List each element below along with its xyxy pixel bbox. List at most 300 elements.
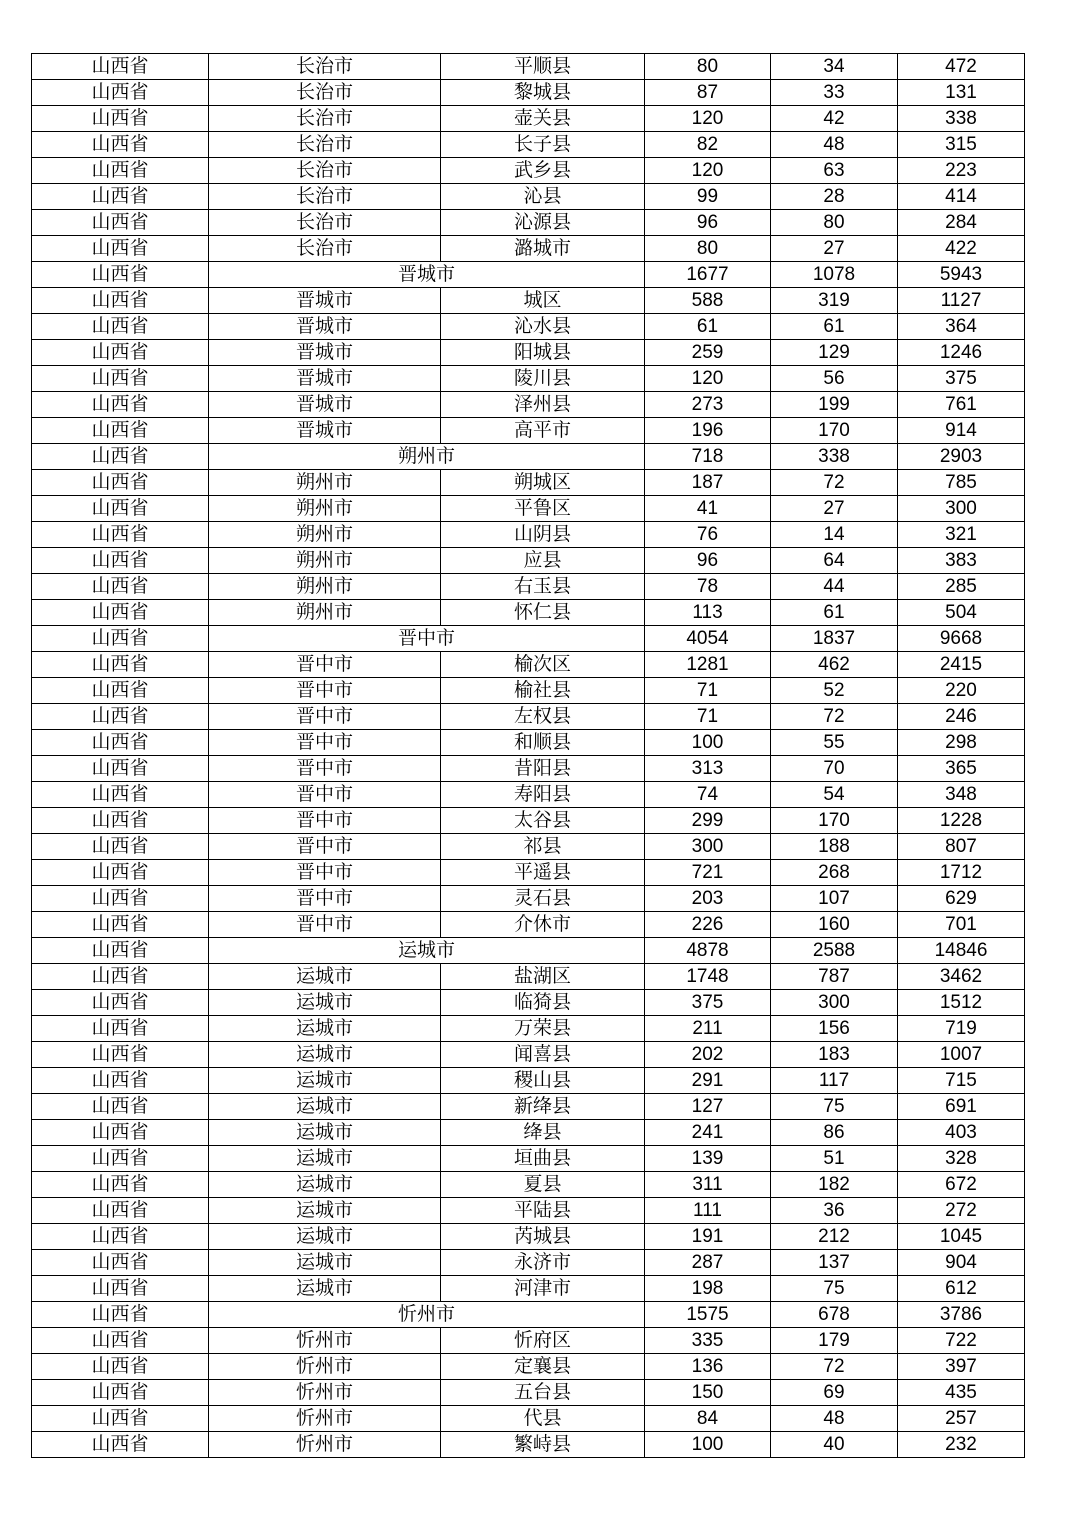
city-cell: 忻州市 — [209, 1354, 441, 1380]
county-cell: 忻府区 — [441, 1328, 645, 1354]
province-cell: 山西省 — [32, 522, 209, 548]
table-row — [32, 1354, 1025, 1380]
value-3-cell: 397 — [898, 1354, 1025, 1380]
city-cell: 晋中市 — [209, 756, 441, 782]
value-1-cell: 291 — [645, 1068, 771, 1094]
value-2-cell: 34 — [771, 54, 898, 80]
city-cell: 长治市 — [209, 80, 441, 106]
city-cell: 朔州市 — [209, 470, 441, 496]
value-3-cell: 328 — [898, 1146, 1025, 1172]
county-cell: 武乡县 — [441, 158, 645, 184]
value-3-cell: 435 — [898, 1380, 1025, 1406]
province-cell: 山西省 — [32, 938, 209, 964]
value-3-cell: 403 — [898, 1120, 1025, 1146]
province-cell: 山西省 — [32, 366, 209, 392]
value-2-cell: 156 — [771, 1016, 898, 1042]
province-cell: 山西省 — [32, 1198, 209, 1224]
city-cell: 朔州市 — [209, 600, 441, 626]
province-cell: 山西省 — [32, 184, 209, 210]
value-1-cell: 84 — [645, 1406, 771, 1432]
province-cell: 山西省 — [32, 548, 209, 574]
value-2-cell: 117 — [771, 1068, 898, 1094]
value-1-cell: 4878 — [645, 938, 771, 964]
table-row — [32, 964, 1025, 990]
province-cell: 山西省 — [32, 1406, 209, 1432]
value-3-cell: 504 — [898, 600, 1025, 626]
value-2-cell: 75 — [771, 1094, 898, 1120]
city-cell: 晋中市 — [209, 782, 441, 808]
value-1-cell: 4054 — [645, 626, 771, 652]
value-3-cell: 1712 — [898, 860, 1025, 886]
value-3-cell: 9668 — [898, 626, 1025, 652]
value-2-cell: 61 — [771, 314, 898, 340]
value-1-cell: 96 — [645, 548, 771, 574]
table-row — [32, 756, 1025, 782]
value-1-cell: 241 — [645, 1120, 771, 1146]
value-1-cell: 76 — [645, 522, 771, 548]
county-cell: 介休市 — [441, 912, 645, 938]
table-row — [32, 1198, 1025, 1224]
value-2-cell: 54 — [771, 782, 898, 808]
city-subtotal-row — [32, 1302, 1025, 1328]
value-3-cell: 298 — [898, 730, 1025, 756]
value-2-cell: 72 — [771, 470, 898, 496]
value-1-cell: 187 — [645, 470, 771, 496]
county-cell: 左权县 — [441, 704, 645, 730]
table-row — [32, 886, 1025, 912]
value-1-cell: 82 — [645, 132, 771, 158]
city-subtotal-name-cell: 忻州市 — [209, 1302, 645, 1328]
value-1-cell: 299 — [645, 808, 771, 834]
county-cell: 平陆县 — [441, 1198, 645, 1224]
city-subtotal-name-cell: 晋中市 — [209, 626, 645, 652]
city-cell: 晋中市 — [209, 730, 441, 756]
value-2-cell: 179 — [771, 1328, 898, 1354]
city-cell: 运城市 — [209, 1276, 441, 1302]
city-cell: 朔州市 — [209, 574, 441, 600]
value-2-cell: 44 — [771, 574, 898, 600]
value-3-cell: 691 — [898, 1094, 1025, 1120]
county-cell: 朔城区 — [441, 470, 645, 496]
city-subtotal-name-cell: 运城市 — [209, 938, 645, 964]
table-row — [32, 652, 1025, 678]
table-row — [32, 80, 1025, 106]
table-row — [32, 392, 1025, 418]
province-cell: 山西省 — [32, 210, 209, 236]
value-2-cell: 182 — [771, 1172, 898, 1198]
value-1-cell: 300 — [645, 834, 771, 860]
value-2-cell: 160 — [771, 912, 898, 938]
province-cell: 山西省 — [32, 912, 209, 938]
city-cell: 长治市 — [209, 184, 441, 210]
province-cell: 山西省 — [32, 288, 209, 314]
province-cell: 山西省 — [32, 106, 209, 132]
value-2-cell: 27 — [771, 236, 898, 262]
value-3-cell: 315 — [898, 132, 1025, 158]
city-subtotal-row — [32, 938, 1025, 964]
county-cell: 沁源县 — [441, 210, 645, 236]
value-1-cell: 127 — [645, 1094, 771, 1120]
value-3-cell: 383 — [898, 548, 1025, 574]
province-cell: 山西省 — [32, 704, 209, 730]
value-2-cell: 129 — [771, 340, 898, 366]
province-cell: 山西省 — [32, 782, 209, 808]
value-3-cell: 1045 — [898, 1224, 1025, 1250]
table-row — [32, 678, 1025, 704]
province-cell: 山西省 — [32, 626, 209, 652]
value-3-cell: 14846 — [898, 938, 1025, 964]
value-2-cell: 1837 — [771, 626, 898, 652]
value-3-cell: 629 — [898, 886, 1025, 912]
value-3-cell: 223 — [898, 158, 1025, 184]
province-cell: 山西省 — [32, 340, 209, 366]
value-1-cell: 99 — [645, 184, 771, 210]
value-3-cell: 719 — [898, 1016, 1025, 1042]
city-cell: 运城市 — [209, 990, 441, 1016]
value-3-cell: 414 — [898, 184, 1025, 210]
value-1-cell: 71 — [645, 678, 771, 704]
value-2-cell: 268 — [771, 860, 898, 886]
county-cell: 平顺县 — [441, 54, 645, 80]
value-2-cell: 199 — [771, 392, 898, 418]
value-1-cell: 113 — [645, 600, 771, 626]
province-cell: 山西省 — [32, 1354, 209, 1380]
value-1-cell: 259 — [645, 340, 771, 366]
county-cell: 高平市 — [441, 418, 645, 444]
province-cell: 山西省 — [32, 1224, 209, 1250]
value-1-cell: 120 — [645, 158, 771, 184]
county-cell: 五台县 — [441, 1380, 645, 1406]
city-cell: 运城市 — [209, 1042, 441, 1068]
value-3-cell: 348 — [898, 782, 1025, 808]
table-row — [32, 1276, 1025, 1302]
city-cell: 运城市 — [209, 1224, 441, 1250]
county-cell: 和顺县 — [441, 730, 645, 756]
value-2-cell: 42 — [771, 106, 898, 132]
province-cell: 山西省 — [32, 158, 209, 184]
value-1-cell: 71 — [645, 704, 771, 730]
province-cell: 山西省 — [32, 418, 209, 444]
city-cell: 忻州市 — [209, 1406, 441, 1432]
value-1-cell: 202 — [645, 1042, 771, 1068]
city-cell: 晋中市 — [209, 912, 441, 938]
value-3-cell: 365 — [898, 756, 1025, 782]
table-row — [32, 1042, 1025, 1068]
county-cell: 壶关县 — [441, 106, 645, 132]
city-cell: 晋中市 — [209, 808, 441, 834]
province-cell: 山西省 — [32, 54, 209, 80]
county-cell: 灵石县 — [441, 886, 645, 912]
value-2-cell: 80 — [771, 210, 898, 236]
value-2-cell: 170 — [771, 808, 898, 834]
value-3-cell: 1127 — [898, 288, 1025, 314]
city-cell: 长治市 — [209, 54, 441, 80]
value-3-cell: 3786 — [898, 1302, 1025, 1328]
province-cell: 山西省 — [32, 990, 209, 1016]
value-1-cell: 100 — [645, 1432, 771, 1458]
table-row — [32, 1146, 1025, 1172]
table-row — [32, 158, 1025, 184]
city-cell: 运城市 — [209, 1120, 441, 1146]
city-cell: 晋城市 — [209, 288, 441, 314]
table-row — [32, 860, 1025, 886]
city-subtotal-row — [32, 262, 1025, 288]
city-cell: 晋城市 — [209, 366, 441, 392]
province-cell: 山西省 — [32, 860, 209, 886]
county-cell: 绛县 — [441, 1120, 645, 1146]
county-cell: 山阴县 — [441, 522, 645, 548]
value-1-cell: 139 — [645, 1146, 771, 1172]
value-3-cell: 220 — [898, 678, 1025, 704]
city-subtotal-row — [32, 444, 1025, 470]
value-3-cell: 722 — [898, 1328, 1025, 1354]
value-1-cell: 721 — [645, 860, 771, 886]
value-1-cell: 87 — [645, 80, 771, 106]
value-2-cell: 40 — [771, 1432, 898, 1458]
value-2-cell: 55 — [771, 730, 898, 756]
value-3-cell: 785 — [898, 470, 1025, 496]
city-cell: 晋中市 — [209, 860, 441, 886]
city-cell: 运城市 — [209, 1172, 441, 1198]
county-cell: 右玉县 — [441, 574, 645, 600]
county-cell: 盐湖区 — [441, 964, 645, 990]
value-1-cell: 120 — [645, 366, 771, 392]
county-cell: 榆社县 — [441, 678, 645, 704]
value-1-cell: 74 — [645, 782, 771, 808]
value-3-cell: 232 — [898, 1432, 1025, 1458]
table-row — [32, 288, 1025, 314]
value-3-cell: 5943 — [898, 262, 1025, 288]
value-2-cell: 188 — [771, 834, 898, 860]
value-3-cell: 422 — [898, 236, 1025, 262]
table-row — [32, 1120, 1025, 1146]
value-2-cell: 52 — [771, 678, 898, 704]
value-1-cell: 191 — [645, 1224, 771, 1250]
table-row — [32, 184, 1025, 210]
city-cell: 运城市 — [209, 964, 441, 990]
value-2-cell: 787 — [771, 964, 898, 990]
province-cell: 山西省 — [32, 574, 209, 600]
county-cell: 长子县 — [441, 132, 645, 158]
value-2-cell: 36 — [771, 1198, 898, 1224]
value-2-cell: 56 — [771, 366, 898, 392]
table-row — [32, 366, 1025, 392]
county-cell: 榆次区 — [441, 652, 645, 678]
value-1-cell: 150 — [645, 1380, 771, 1406]
value-1-cell: 196 — [645, 418, 771, 444]
value-2-cell: 33 — [771, 80, 898, 106]
value-1-cell: 226 — [645, 912, 771, 938]
county-cell: 万荣县 — [441, 1016, 645, 1042]
province-cell: 山西省 — [32, 1172, 209, 1198]
table-body — [32, 54, 1025, 1458]
value-1-cell: 588 — [645, 288, 771, 314]
value-3-cell: 131 — [898, 80, 1025, 106]
county-cell: 垣曲县 — [441, 1146, 645, 1172]
value-2-cell: 338 — [771, 444, 898, 470]
table-row — [32, 1068, 1025, 1094]
county-cell: 黎城县 — [441, 80, 645, 106]
table-row — [32, 1094, 1025, 1120]
city-cell: 晋城市 — [209, 314, 441, 340]
county-cell: 城区 — [441, 288, 645, 314]
province-cell: 山西省 — [32, 1328, 209, 1354]
value-3-cell: 612 — [898, 1276, 1025, 1302]
value-2-cell: 212 — [771, 1224, 898, 1250]
city-cell: 长治市 — [209, 106, 441, 132]
province-cell: 山西省 — [32, 1094, 209, 1120]
province-cell: 山西省 — [32, 1432, 209, 1458]
value-1-cell: 718 — [645, 444, 771, 470]
city-cell: 长治市 — [209, 210, 441, 236]
province-cell: 山西省 — [32, 392, 209, 418]
value-1-cell: 100 — [645, 730, 771, 756]
county-cell: 新绛县 — [441, 1094, 645, 1120]
county-cell: 临猗县 — [441, 990, 645, 1016]
value-2-cell: 69 — [771, 1380, 898, 1406]
city-subtotal-name-cell: 朔州市 — [209, 444, 645, 470]
province-cell: 山西省 — [32, 314, 209, 340]
statistics-table — [31, 53, 1025, 1458]
value-3-cell: 2415 — [898, 652, 1025, 678]
value-2-cell: 64 — [771, 548, 898, 574]
county-cell: 夏县 — [441, 1172, 645, 1198]
city-cell: 运城市 — [209, 1198, 441, 1224]
value-1-cell: 120 — [645, 106, 771, 132]
value-3-cell: 2903 — [898, 444, 1025, 470]
value-2-cell: 183 — [771, 1042, 898, 1068]
table-row — [32, 548, 1025, 574]
value-1-cell: 96 — [645, 210, 771, 236]
value-3-cell: 364 — [898, 314, 1025, 340]
value-2-cell: 27 — [771, 496, 898, 522]
province-cell: 山西省 — [32, 496, 209, 522]
value-3-cell: 246 — [898, 704, 1025, 730]
table-row — [32, 522, 1025, 548]
value-3-cell: 257 — [898, 1406, 1025, 1432]
value-3-cell: 272 — [898, 1198, 1025, 1224]
city-cell: 运城市 — [209, 1146, 441, 1172]
value-2-cell: 137 — [771, 1250, 898, 1276]
table-row — [32, 236, 1025, 262]
county-cell: 定襄县 — [441, 1354, 645, 1380]
table-row — [32, 730, 1025, 756]
value-1-cell: 136 — [645, 1354, 771, 1380]
county-cell: 沁水县 — [441, 314, 645, 340]
province-cell: 山西省 — [32, 730, 209, 756]
city-cell: 晋中市 — [209, 678, 441, 704]
value-2-cell: 63 — [771, 158, 898, 184]
value-2-cell: 28 — [771, 184, 898, 210]
value-1-cell: 61 — [645, 314, 771, 340]
city-cell: 运城市 — [209, 1250, 441, 1276]
county-cell: 泽州县 — [441, 392, 645, 418]
province-cell: 山西省 — [32, 1302, 209, 1328]
value-1-cell: 311 — [645, 1172, 771, 1198]
value-3-cell: 715 — [898, 1068, 1025, 1094]
city-cell: 长治市 — [209, 158, 441, 184]
county-cell: 阳城县 — [441, 340, 645, 366]
table-row — [32, 1432, 1025, 1458]
county-cell: 应县 — [441, 548, 645, 574]
province-cell: 山西省 — [32, 132, 209, 158]
city-cell: 运城市 — [209, 1068, 441, 1094]
value-1-cell: 211 — [645, 1016, 771, 1042]
county-cell: 陵川县 — [441, 366, 645, 392]
province-cell: 山西省 — [32, 470, 209, 496]
value-3-cell: 285 — [898, 574, 1025, 600]
value-3-cell: 3462 — [898, 964, 1025, 990]
city-cell: 晋城市 — [209, 340, 441, 366]
value-1-cell: 1748 — [645, 964, 771, 990]
value-3-cell: 284 — [898, 210, 1025, 236]
province-cell: 山西省 — [32, 1276, 209, 1302]
county-cell: 平遥县 — [441, 860, 645, 886]
city-cell: 朔州市 — [209, 522, 441, 548]
table-row — [32, 470, 1025, 496]
value-2-cell: 51 — [771, 1146, 898, 1172]
value-3-cell: 904 — [898, 1250, 1025, 1276]
value-1-cell: 41 — [645, 496, 771, 522]
value-3-cell: 375 — [898, 366, 1025, 392]
value-2-cell: 170 — [771, 418, 898, 444]
county-cell: 怀仁县 — [441, 600, 645, 626]
value-1-cell: 198 — [645, 1276, 771, 1302]
table-row — [32, 1250, 1025, 1276]
value-3-cell: 1228 — [898, 808, 1025, 834]
city-cell: 朔州市 — [209, 496, 441, 522]
province-cell: 山西省 — [32, 1016, 209, 1042]
value-2-cell: 48 — [771, 132, 898, 158]
value-2-cell: 1078 — [771, 262, 898, 288]
province-cell: 山西省 — [32, 652, 209, 678]
province-cell: 山西省 — [32, 1068, 209, 1094]
value-3-cell: 1246 — [898, 340, 1025, 366]
county-cell: 代县 — [441, 1406, 645, 1432]
province-cell: 山西省 — [32, 262, 209, 288]
table-row — [32, 210, 1025, 236]
city-cell: 长治市 — [209, 132, 441, 158]
value-1-cell: 335 — [645, 1328, 771, 1354]
value-3-cell: 1512 — [898, 990, 1025, 1016]
province-cell: 山西省 — [32, 964, 209, 990]
table-row — [32, 1016, 1025, 1042]
table-row — [32, 314, 1025, 340]
county-cell: 寿阳县 — [441, 782, 645, 808]
value-1-cell: 80 — [645, 236, 771, 262]
table-row — [32, 1380, 1025, 1406]
city-cell: 晋中市 — [209, 704, 441, 730]
county-cell: 太谷县 — [441, 808, 645, 834]
value-2-cell: 86 — [771, 1120, 898, 1146]
value-2-cell: 319 — [771, 288, 898, 314]
county-cell: 潞城市 — [441, 236, 645, 262]
value-1-cell: 78 — [645, 574, 771, 600]
value-3-cell: 338 — [898, 106, 1025, 132]
value-3-cell: 701 — [898, 912, 1025, 938]
table-row — [32, 574, 1025, 600]
province-cell: 山西省 — [32, 1380, 209, 1406]
city-cell: 朔州市 — [209, 548, 441, 574]
county-cell: 平鲁区 — [441, 496, 645, 522]
value-3-cell: 321 — [898, 522, 1025, 548]
value-1-cell: 1575 — [645, 1302, 771, 1328]
province-cell: 山西省 — [32, 1120, 209, 1146]
table-row — [32, 132, 1025, 158]
value-2-cell: 75 — [771, 1276, 898, 1302]
value-1-cell: 313 — [645, 756, 771, 782]
value-2-cell: 300 — [771, 990, 898, 1016]
